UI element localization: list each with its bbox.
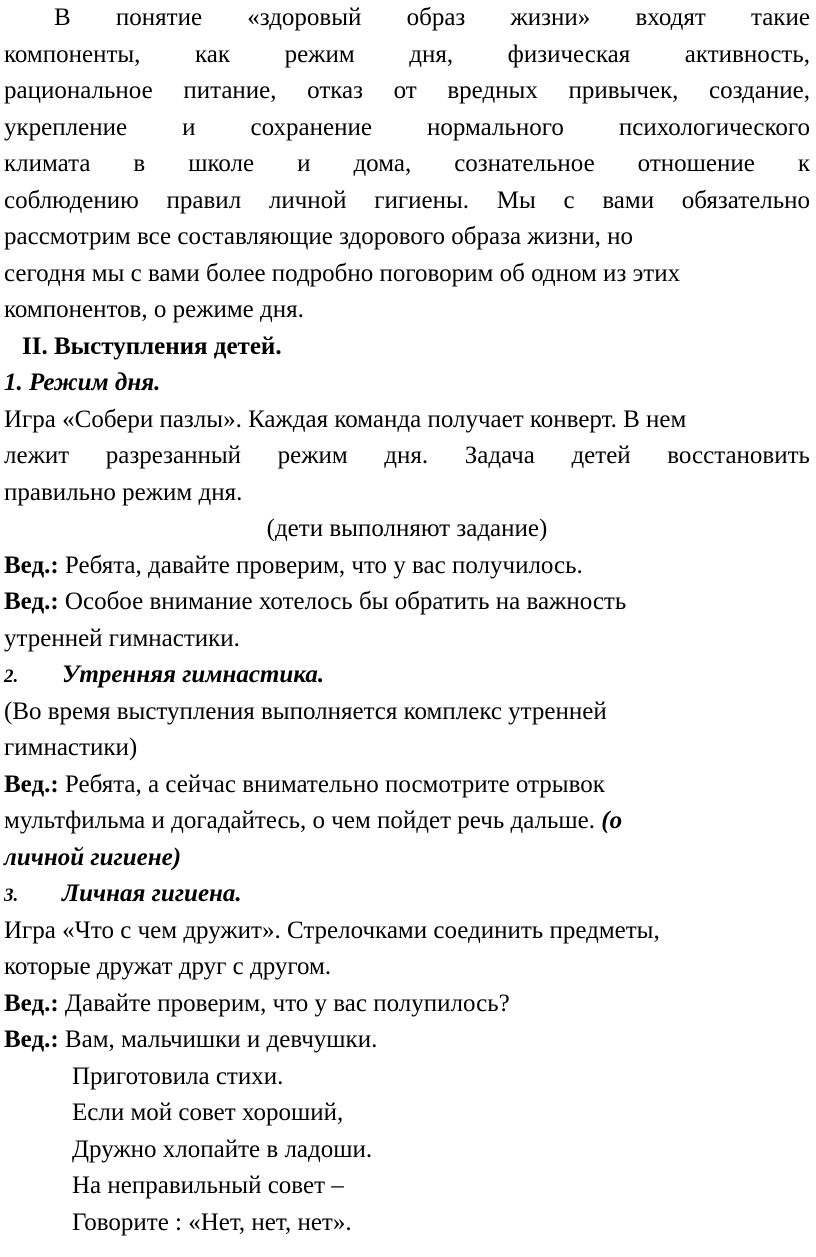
word: питание, (183, 77, 277, 104)
word: создание, (709, 77, 810, 104)
subheading-title: Личная гигиена. (62, 880, 242, 907)
answer-hint-cont: личной гигиене) (4, 843, 182, 871)
answer-hint: (о (601, 807, 623, 834)
word: В (54, 4, 71, 31)
word: школе (188, 150, 255, 177)
game2-line-2: которые дружат друг с другом. (4, 953, 332, 980)
host-line-1 (4, 548, 810, 585)
host-label: Вед.: (4, 770, 59, 798)
intro-line-1 (4, 0, 810, 37)
poem-line: Говорите : «Нет, нет, нет». (72, 1208, 352, 1236)
word: климата (4, 150, 91, 177)
subheading-daily-routine: 1. Режим дня. (4, 369, 161, 396)
word: вредных (447, 77, 538, 104)
host-line-2 (4, 584, 810, 621)
word: и (182, 113, 196, 141)
word: обязательно (681, 186, 810, 214)
word: такие (750, 4, 810, 31)
word: укрепление (4, 113, 128, 141)
game1-line-1: Игра «Собери пазлы». Каждая команда получает конверт. В нем (4, 405, 687, 433)
host-line-3 (4, 767, 810, 804)
poem-line: Если мой совет хороший, (72, 1099, 344, 1126)
word: сохранение (250, 113, 372, 141)
remark-1: (дети выполняют задание) (266, 515, 548, 542)
word: к (797, 150, 810, 177)
word: детей (571, 442, 631, 469)
word: понятие (115, 4, 203, 31)
word: восстановить (667, 442, 810, 469)
host-speech: Особое внимание хотелось бы обратить на важность (58, 588, 627, 615)
subheading-morning-exercise (4, 657, 810, 694)
word: образ (406, 4, 466, 31)
intro-line-4 (4, 110, 810, 147)
word: и (297, 150, 311, 177)
host-label: Вед.: (4, 588, 59, 615)
word: в (133, 150, 146, 177)
word: «здоровый (247, 4, 362, 31)
intro-line-2 (4, 37, 810, 74)
game2-line-1: Игра «Что с чем дружит». Стрелочками соединить предметы, (4, 916, 660, 944)
host-label: Вед.: (4, 551, 59, 579)
intro-line-6 (4, 183, 810, 220)
word: гигиены. (374, 186, 470, 214)
subheading-number: 2. (4, 666, 19, 687)
word: привычек, (568, 77, 679, 104)
remark-2: (Во время выступления выполняется комплекс утренней (4, 697, 607, 725)
word: вами (602, 186, 655, 214)
word: лежит (4, 442, 70, 469)
word: соблюдению (4, 186, 139, 214)
word: разрезанный (105, 442, 242, 469)
intro-line-7: рассмотрим все составляющие здорового образа жизни, но (4, 223, 633, 250)
intro-line-9: компонентов, о режиме дня. (4, 296, 304, 323)
subheading-title: Утренняя гимнастика. (62, 661, 325, 688)
game1-line-3: правильно режим дня. (4, 478, 243, 506)
host-speech: Вам, мальчишки и девчушки. (58, 1026, 378, 1053)
word: режим (284, 40, 355, 68)
word: от (393, 77, 417, 104)
word: сознательное (454, 150, 595, 177)
word: дня. (384, 442, 429, 469)
word: как (195, 40, 231, 68)
word: психологического (618, 113, 810, 141)
word: дома, (353, 150, 412, 177)
word: дня, (409, 40, 454, 68)
intro-line-5 (4, 146, 810, 183)
word: входят (635, 4, 706, 31)
word: Мы (496, 186, 536, 214)
word: активность, (684, 40, 810, 68)
host-speech: Ребята, а сейчас внимательно посмотрите отрывок (58, 770, 605, 798)
intro-line-3 (4, 73, 810, 110)
host-line-5 (4, 1022, 810, 1059)
word: правил (166, 186, 242, 214)
word: жизни» (510, 4, 591, 31)
host-line-3-cont (4, 803, 810, 840)
poem-line: Дружно хлопайте в ладоши. (72, 1135, 373, 1163)
word: отношение (637, 150, 755, 177)
word: личной (268, 186, 347, 214)
host-line-4 (4, 986, 810, 1023)
subheading-personal-hygiene (4, 876, 810, 913)
host-label: Вед.: (4, 1026, 59, 1053)
word: компоненты, (4, 40, 141, 68)
host-label: Вед.: (4, 989, 59, 1017)
word: с (563, 186, 575, 214)
poem-line: Приготовила стихи. (72, 1062, 284, 1090)
word: Задача (464, 442, 535, 469)
word: рациональное (4, 77, 153, 104)
section-heading: II. Выступления детей. (22, 332, 282, 360)
poem-line: На неправильный совет – (72, 1172, 344, 1199)
host-speech: Давайте проверим, что у вас полупилось? (58, 989, 510, 1017)
game1-line-2 (4, 438, 810, 475)
intro-line-8: сегодня мы с вами более подробно поговорим об одном из этих (4, 259, 681, 287)
word: режим (277, 442, 348, 469)
host-speech: мультфильма и догадайтесь, о чем пойдет речь дальше. (4, 807, 602, 834)
word: отказ (307, 77, 364, 104)
word: нормального (426, 113, 564, 141)
subheading-number: 3. (4, 885, 19, 906)
remark-2-cont: гимнастики) (4, 734, 138, 761)
word: физическая (507, 40, 631, 68)
host-line-2-cont: утренней гимнастики. (4, 624, 240, 652)
host-speech: Ребята, давайте проверим, что у вас получилось. (58, 551, 583, 579)
